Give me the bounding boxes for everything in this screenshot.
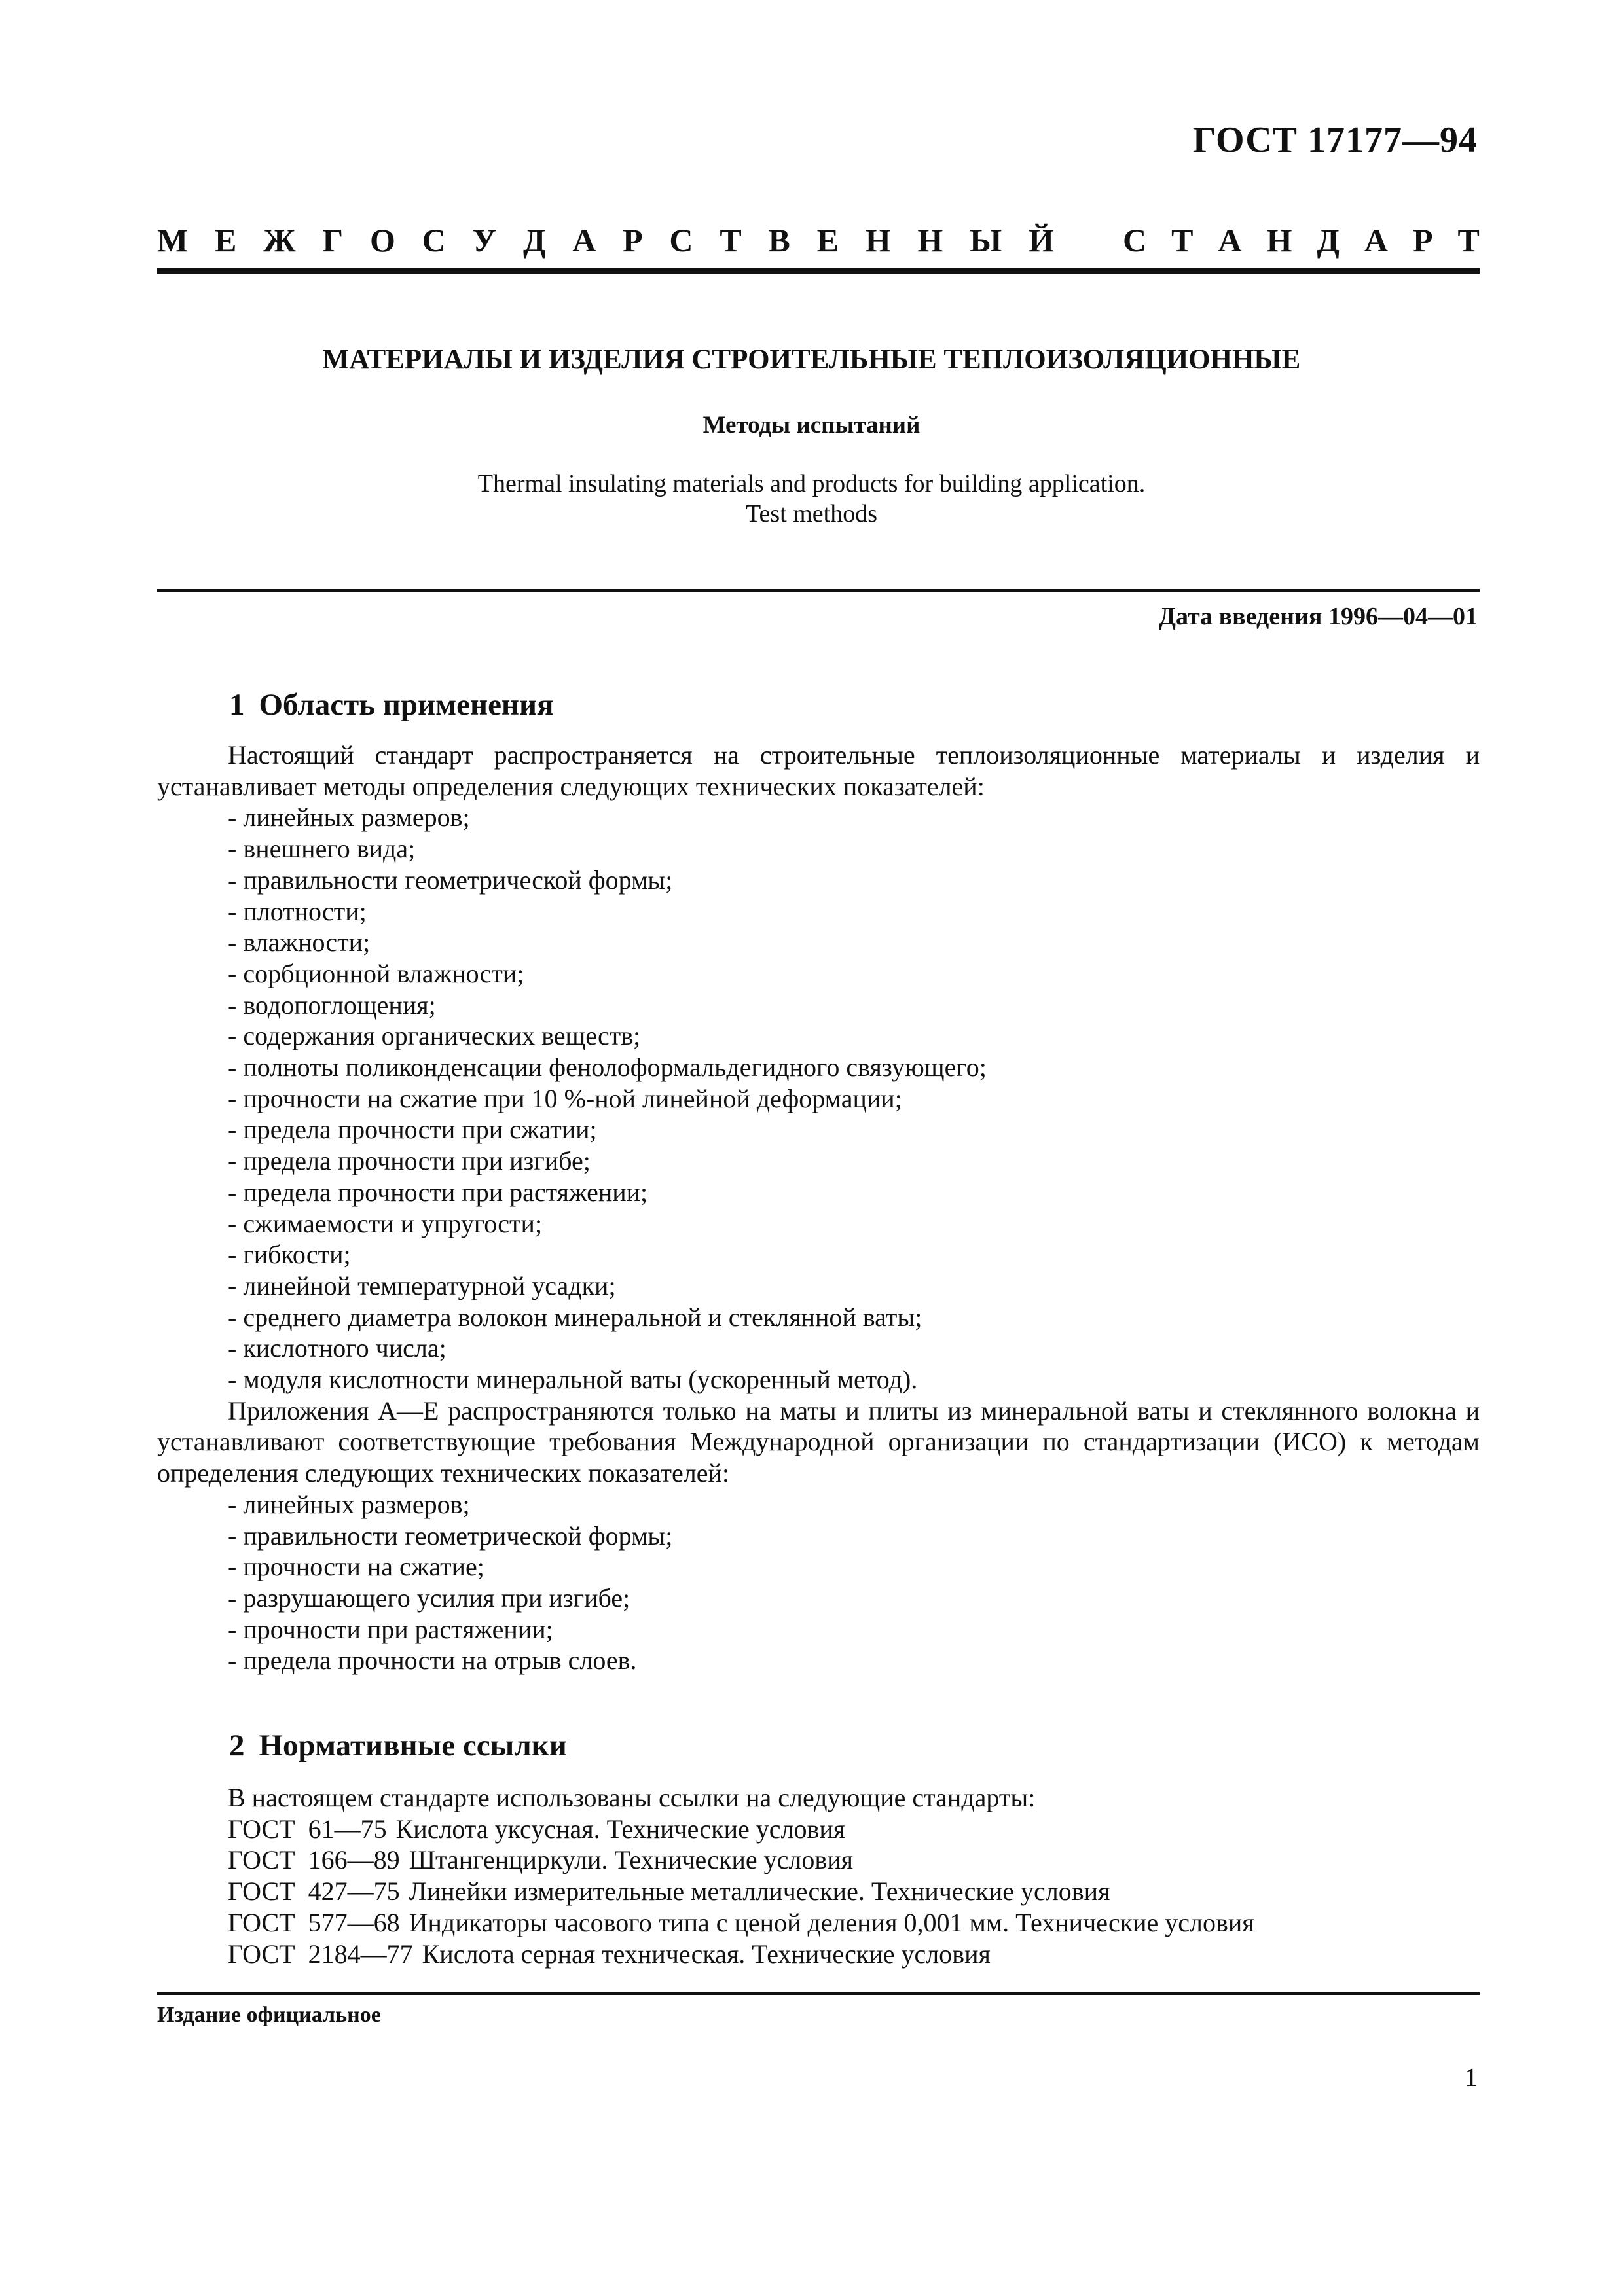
list-item: - гибкости; [228, 1240, 351, 1270]
list-item: - предела прочности на отрыв слоев. [228, 1645, 637, 1676]
reference-item [157, 1907, 1480, 1939]
reference-title: Индикаторы часового типа с ценой деления 0,001 мм. Технические условия [409, 1907, 1254, 1937]
list-item: - полноты поликонденсации фенолоформальдегидного связующего; [228, 1052, 987, 1083]
section-1-title: Область применения [259, 688, 554, 722]
title-divider [157, 589, 1480, 592]
document-subtitle: Методы испытаний [702, 412, 921, 439]
references-lead: В настоящем стандарте использованы ссылки на следующие стандарты: [228, 1783, 1036, 1812]
list-item: - прочности на сжатие при 10 %-ной линейной деформации; [228, 1083, 902, 1113]
introduction-date: Дата введения 1996—04—01 [1158, 603, 1478, 630]
reference-title: Штангенциркули. Технические условия [409, 1845, 854, 1875]
reference-title: Линейки измерительные металлические. Технические условия [409, 1876, 1110, 1907]
english-title [0, 469, 1623, 529]
list-item: - влажности; [228, 927, 371, 958]
list-item: - линейных размеров; [228, 1489, 470, 1519]
english-title-line-1: Thermal insulating materials and products for building application. [477, 470, 1146, 497]
reference-item [157, 1876, 1480, 1907]
iso-indicator-list [157, 1489, 1480, 1676]
document-number: ГОСТ 17177—94 [1192, 120, 1478, 160]
reference-item [157, 1844, 1480, 1876]
section-2-title: Нормативные ссылки [259, 1729, 567, 1763]
section-1-number: 1 [229, 688, 245, 722]
footer-divider [157, 1992, 1480, 1995]
interstate-word: М Е Ж Г О С У Д А Р С Т В Е Н Н Ы Й [157, 222, 1054, 259]
list-item: - предела прочности при изгибе; [228, 1146, 591, 1176]
reference-list [157, 1814, 1480, 1970]
section-2-heading [229, 1728, 567, 1763]
page-number: 1 [1465, 2062, 1478, 2092]
reference-code: ГОСТ 166—89 [228, 1845, 400, 1875]
reference-title: Кислота уксусная. Технические условия [395, 1814, 846, 1844]
reference-code: ГОСТ 61—75 [228, 1814, 387, 1844]
list-item: - линейной температурной усадки; [228, 1270, 616, 1300]
reference-item [157, 1939, 1480, 1970]
english-title-line-2: Test methods [745, 500, 878, 528]
standard-word: С Т А Н Д А Р Т [1123, 222, 1480, 259]
list-item: - плотности; [228, 896, 367, 926]
document-title: МАТЕРИАЛЫ И ИЗДЕЛИЯ СТРОИТЕЛЬНЫЕ ТЕПЛОИЗОЛЯЦИОННЫЕ [322, 344, 1301, 375]
list-item: - правильности геометрической формы; [228, 865, 673, 895]
section-2-number: 2 [229, 1729, 245, 1763]
indicator-list [157, 802, 1480, 1395]
list-item: - среднего диаметра волокон минеральной и стеклянной ваты; [228, 1302, 922, 1332]
list-item: - разрушающего усилия при изгибе; [228, 1583, 630, 1613]
list-item: - линейных размеров; [228, 802, 470, 833]
reference-title: Кислота серная техническая. Технические условия [422, 1939, 991, 1969]
list-item: - внешнего вида; [228, 834, 416, 864]
list-item: - сорбционной влажности; [228, 958, 524, 988]
reference-item [157, 1814, 1480, 1845]
reference-code: ГОСТ 427—75 [228, 1876, 400, 1907]
list-item: - модуля кислотности минеральной ваты (ускоренный метод). [228, 1365, 918, 1395]
list-item: - правильности геометрической формы; [228, 1520, 673, 1551]
reference-code: ГОСТ 577—68 [228, 1907, 400, 1937]
reference-code: ГОСТ 2184—77 [228, 1939, 413, 1969]
list-item: - прочности при растяжении; [228, 1614, 553, 1644]
list-item: - сжимаемости и упругости; [228, 1208, 543, 1238]
section-1-paragraph-1: Настоящий стандарт распространяется на строительные теплоизоляционные материалы и изделия и устанавливает методы определения следующих технических показателей: [157, 740, 1480, 801]
section-2-body [157, 1782, 1480, 1969]
list-item: - кислотного числа; [228, 1333, 447, 1363]
list-item: - содержания органических веществ; [228, 1021, 641, 1051]
list-item: - прочности на сжатие; [228, 1552, 484, 1582]
interstate-standard-banner [157, 224, 1480, 274]
list-item: - предела прочности при сжатии; [228, 1115, 597, 1145]
list-item: - предела прочности при растяжении; [228, 1177, 648, 1207]
section-1-body [157, 740, 1480, 1676]
section-1-heading [229, 687, 554, 723]
official-edition-label: Издание официальное [157, 2003, 381, 2027]
list-item: - водопоглощения; [228, 990, 436, 1020]
section-1-paragraph-2: Приложения А—Е распространяются только на маты и плиты из минеральной ваты и стеклянного волокна и устанавливают соответствующие требования Международной организации по стандартизации (ИСО) к методам определения следующих технических показателей: [157, 1395, 1480, 1488]
